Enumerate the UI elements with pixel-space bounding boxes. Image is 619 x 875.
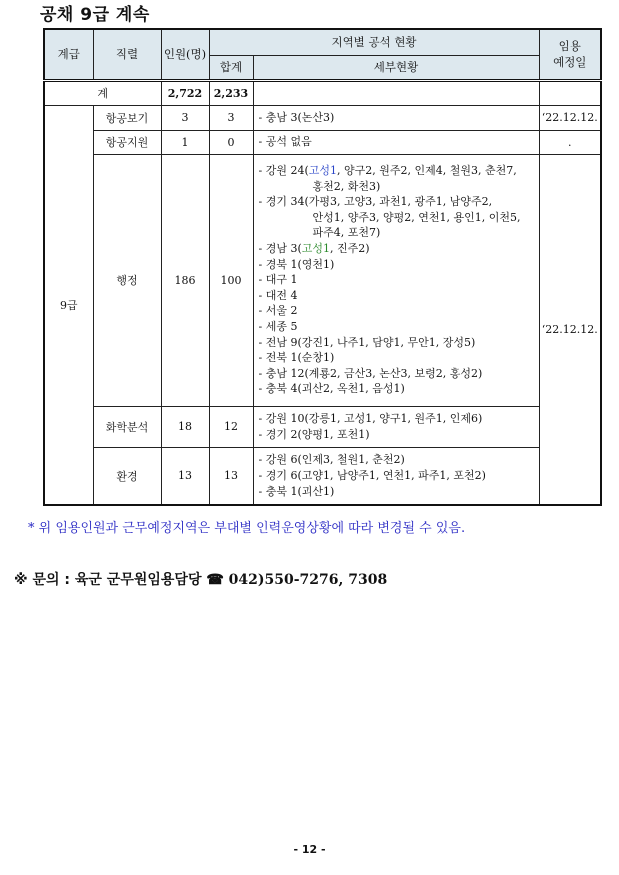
detail-line: - 공석 없음 bbox=[258, 135, 312, 149]
sum-row bbox=[44, 80, 601, 105]
header-row bbox=[44, 29, 601, 55]
highlight-region: 고성1 bbox=[308, 164, 338, 178]
detail-line: 안성1, 양주3, 양평2, 연천1, 용인1, 이천5, bbox=[312, 210, 521, 224]
detail-line: - 대전 4 bbox=[258, 288, 298, 302]
detail-line: - 경남 3(고성1, 진주2) bbox=[258, 242, 370, 256]
details-cell bbox=[253, 130, 539, 154]
table-row bbox=[44, 154, 601, 406]
page-title: 공채 9급 계속 bbox=[40, 5, 150, 25]
personnel-cell: 1 bbox=[161, 130, 209, 154]
detail-line: - 대구 1 bbox=[258, 273, 298, 287]
detail-line: - 세종 5 bbox=[258, 319, 298, 333]
vacancy-table bbox=[43, 28, 602, 506]
table-row bbox=[44, 105, 601, 130]
detail-line: - 경기 6(고양1, 남양주1, 연천1, 파주1, 포천2) bbox=[258, 468, 486, 482]
detail-line: - 서울 2 bbox=[258, 304, 298, 318]
sum-label: 계 bbox=[44, 80, 161, 105]
total-cell: 100 bbox=[209, 154, 253, 406]
details-cell bbox=[253, 406, 539, 447]
total-cell: 3 bbox=[209, 105, 253, 130]
detail-line: - 경기 34(가평3, 고양3, 과천1, 광주1, 남양주2, bbox=[258, 195, 493, 209]
total-cell: 12 bbox=[209, 406, 253, 447]
sum-schedule bbox=[539, 80, 601, 105]
sum-total: 2,233 bbox=[209, 80, 253, 105]
detail-line: - 충남 3(논산3) bbox=[258, 110, 335, 124]
detail-line: - 강원 6(인제3, 철원1, 춘천2) bbox=[258, 453, 405, 467]
job-cell: 화학분석 bbox=[93, 406, 161, 447]
detail-line: - 경기 2(양평1, 포천1) bbox=[258, 427, 370, 441]
highlight-region: 고성1 bbox=[301, 242, 331, 256]
schedule-cell: . bbox=[539, 130, 601, 154]
details-cell bbox=[253, 154, 539, 406]
header-personnel: 인원(명) bbox=[161, 29, 209, 80]
detail-line: - 경북 1(영천1) bbox=[258, 257, 335, 271]
detail-line: - 충남 12(계룡2, 금산3, 논산3, 보령2, 홍성2) bbox=[258, 366, 483, 380]
personnel-cell: 186 bbox=[161, 154, 209, 406]
total-cell: 13 bbox=[209, 447, 253, 505]
page-number: - 12 - bbox=[293, 843, 326, 856]
detail-line: - 충북 4(괴산2, 옥천1, 음성1) bbox=[258, 382, 405, 396]
detail-line: - 충북 1(괴산1) bbox=[258, 484, 335, 498]
personnel-cell: 13 bbox=[161, 447, 209, 505]
detail-line: 파주4, 포천7) bbox=[312, 226, 381, 240]
sum-personnel: 2,722 bbox=[161, 80, 209, 105]
personnel-cell: 3 bbox=[161, 105, 209, 130]
detail-line: - 강원 10(강릉1, 고성1, 양구1, 원주1, 인제6) bbox=[258, 411, 483, 425]
footnote: * 위 임용인원과 근무예정지역은 부대별 인력운영상황에 따라 변경될 수 있음. bbox=[28, 521, 466, 536]
detail-line: - 강원 24(고성1, 양구2, 원주2, 인제4, 철원3, 춘천7, bbox=[258, 164, 517, 178]
job-cell: 항공지원 bbox=[93, 130, 161, 154]
vacancy-table-wrapper bbox=[43, 28, 600, 506]
schedule-cell: ‘22.12.12. bbox=[539, 154, 601, 505]
personnel-cell: 18 bbox=[161, 406, 209, 447]
job-cell: 환경 bbox=[93, 447, 161, 505]
table-row bbox=[44, 130, 601, 154]
job-cell: 행정 bbox=[93, 154, 161, 406]
table-row bbox=[44, 406, 601, 447]
grade-cell: 9급 bbox=[44, 105, 93, 505]
header-total: 합계 bbox=[209, 55, 253, 80]
detail-line: - 전남 9(강진1, 나주1, 담양1, 무안1, 장성5) bbox=[258, 335, 476, 349]
header-regional: 지역별 공석 현황 bbox=[209, 29, 539, 55]
sum-details bbox=[253, 80, 539, 105]
header-job: 직렬 bbox=[93, 29, 161, 80]
detail-line: - 전북 1(순창1) bbox=[258, 351, 335, 365]
job-cell: 항공보기 bbox=[93, 105, 161, 130]
table-row bbox=[44, 447, 601, 505]
detail-line: 홍천2, 화천3) bbox=[312, 179, 381, 193]
header-details: 세부현황 bbox=[253, 55, 539, 80]
contact-info bbox=[14, 569, 387, 589]
header-schedule: 임용 예정일 bbox=[539, 29, 601, 80]
contact-label: ※ 문의 : 육군 군무원임용담당 bbox=[14, 572, 202, 588]
contact-phone: ☎ 042)550-7276, 7308 bbox=[206, 572, 388, 588]
schedule-cell: ‘22.12.12. bbox=[539, 105, 601, 130]
header-grade: 계급 bbox=[44, 29, 93, 80]
details-cell bbox=[253, 447, 539, 505]
total-cell: 0 bbox=[209, 130, 253, 154]
details-cell bbox=[253, 105, 539, 130]
